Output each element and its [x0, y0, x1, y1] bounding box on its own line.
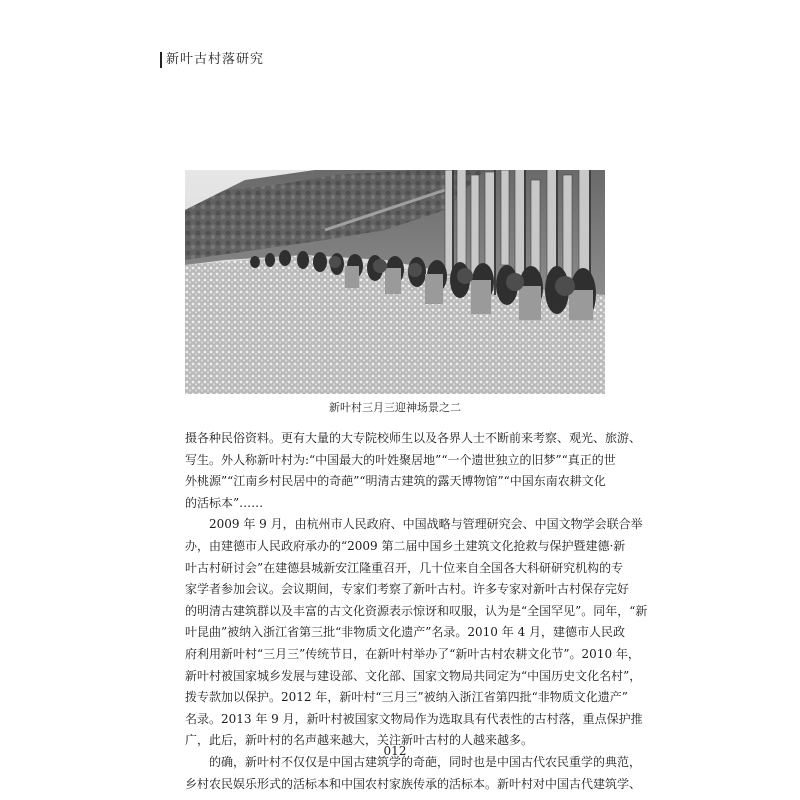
body-line: 新叶村被国家城乡发展与建设部、文化部、国家文物局共同定为“中国历史文化名村”，	[185, 668, 642, 683]
body-line: 府利用新叶村“三月三”传统节日，在新叶村举办了“新叶古村农耕文化节”。2010 年，	[185, 646, 640, 661]
page-number: 012	[383, 744, 407, 758]
body-line: 广，此后，新叶村的名声越来越大，关注新叶古村的人越来越多。	[185, 733, 534, 748]
body-line: 写生。外人称新叶村为:“中国最大的叶姓聚居地”“一个遗世独立的旧梦”“真正的世	[185, 452, 616, 467]
body-text	[185, 428, 648, 795]
body-line: 叶古村研讨会”在建德县城新安江隆重召开，几十位来自全国各大科研研究机构的专	[185, 560, 624, 575]
figure-caption: 新叶村三月三迎神场景之二	[329, 401, 461, 414]
body-line: 的明清古建筑群以及丰富的古文化资源表示惊讶和叹服，认为是“全国罕见”。同年，“新	[185, 603, 648, 618]
procession-photo	[185, 170, 605, 394]
body-line: 叶昆曲”被纳入浙江省第三批“非物质文化遗产”名录。2010 年 4 月，建德市人民政	[185, 625, 626, 640]
body-line: 摄各种民俗资料。更有大量的大专院校师生以及各界人士不断前来考察、观光、旅游、	[185, 431, 642, 445]
body-line: 家学者参加会议。会议期间，专家们考察了新叶古村。许多专家对新叶古村保存完好	[185, 582, 630, 597]
body-line: 名录。2013 年 9 月，新叶村被国家文物局作为选取具有代表性的古村落，重点保护推	[185, 711, 643, 726]
body-line: 2009 年 9 月，由杭州市人民政府、中国战略与管理研究会、中国文物学会联合举	[209, 517, 643, 532]
body-line: 办，由建德市人民政府承办的“2009 第二届中国乡土建筑文化抢救与保护暨建德·新	[185, 538, 626, 553]
running-title: 新叶古村落研究	[160, 52, 264, 68]
body-line: 乡村农民娱乐形式的活标本和中国农村家族传承的活标本。新叶村对中国古代建筑学、	[185, 776, 642, 791]
body-line: 拨专款加以保护。2012 年，新叶村“三月三”被纳入浙江省第四批“非物质文化遗产”	[185, 690, 628, 705]
body-line: 的活标本”……	[185, 495, 264, 510]
body-line: 外桃源”“江南乡村民居中的奇葩”“明清古建筑的露天博物馆”“中国东南农耕文化	[185, 474, 606, 489]
body-line: 的确，新叶村不仅仅是中国古建筑学的奇葩，同时也是中国古代农民重学的典范，	[209, 754, 642, 769]
